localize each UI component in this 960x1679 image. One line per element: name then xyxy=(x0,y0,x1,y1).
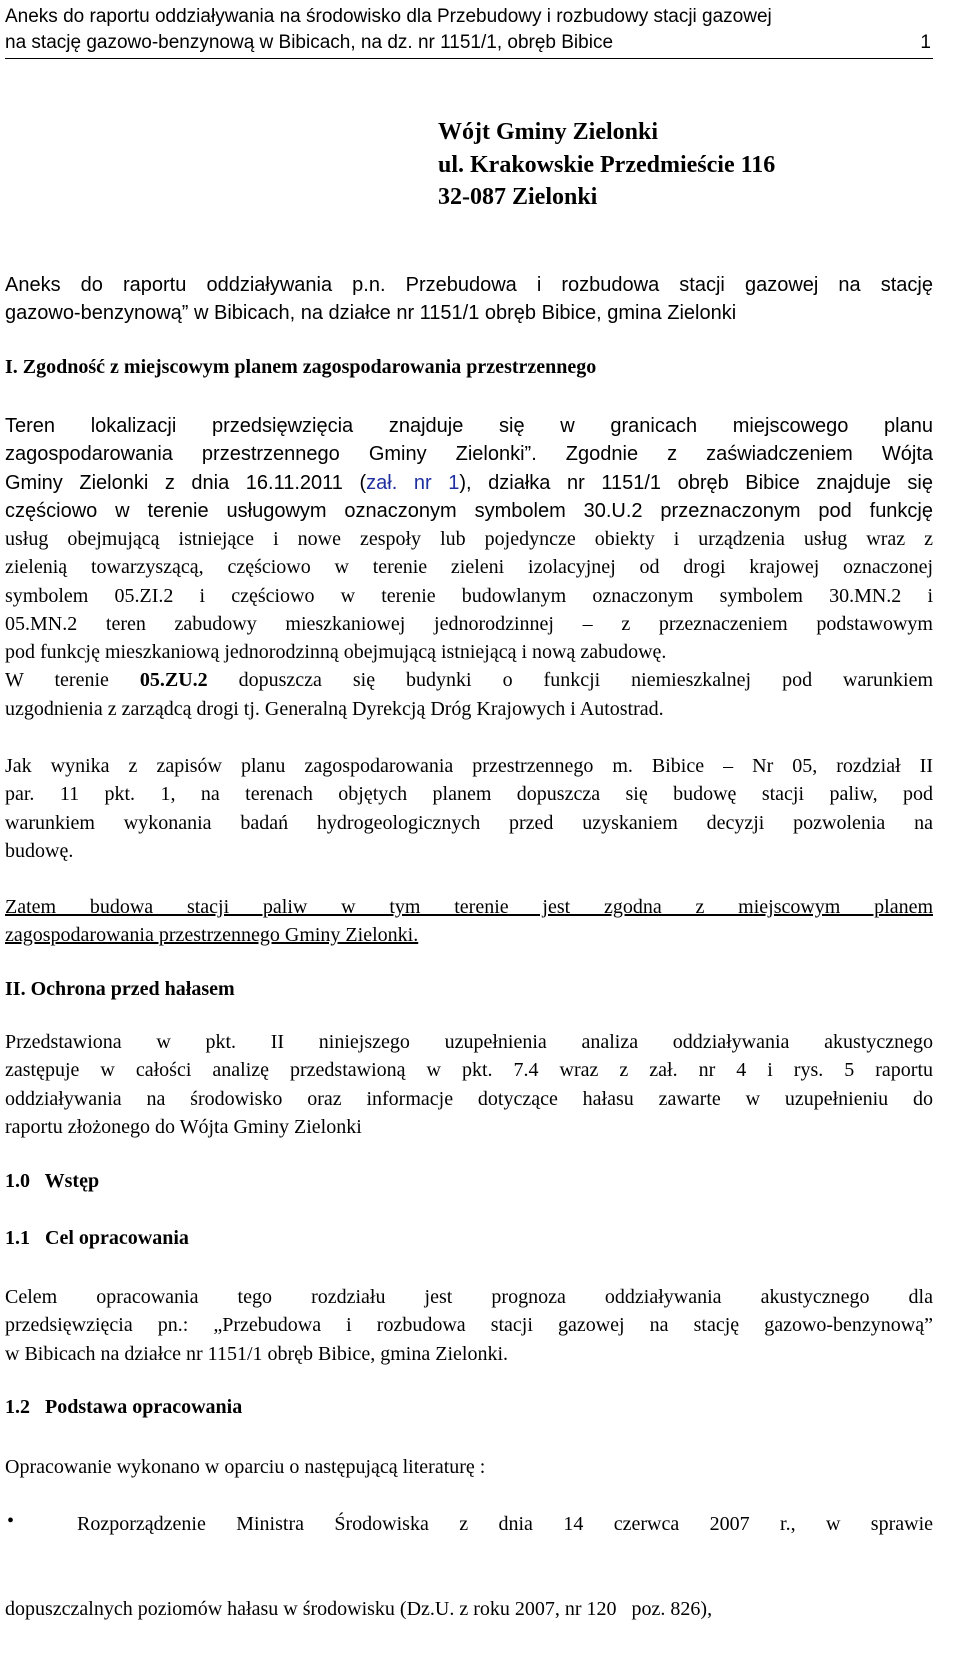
section-1-2-heading: 1.2 Podstawa opracowania xyxy=(5,1396,243,1418)
attachment-reference-link[interactable]: zał. nr 1 xyxy=(366,471,460,494)
recipient-address xyxy=(438,116,775,214)
section-1-2-intro: Opracowanie wykonano w oparciu o następującą literaturę : xyxy=(5,1456,486,1478)
running-header xyxy=(5,4,933,59)
literature-item-1-cont: dopuszczalnych poziomów hałasu w środowisku (Dz.U. z roku 2007, nr 120 poz. 826), xyxy=(5,1597,713,1620)
subject-line-2: gazowo-benzynową” w Bibicach, na działce nr 1151/1 obręb Bibice, gmina Zielonki xyxy=(5,302,737,325)
address-line-1: Wójt Gminy Zielonki xyxy=(438,119,659,145)
subject-line xyxy=(5,271,933,328)
section-1-heading: I. Zgodność z miejscowym planem zagospodarowania przestrzennego xyxy=(5,356,597,378)
address-line-3: 32-087 Zielonki xyxy=(438,184,598,210)
page-number: 1 xyxy=(920,32,931,53)
section-2-heading: II. Ochrona przed hałasem xyxy=(5,978,235,1000)
section-1-1-heading: 1.1 Cel opracowania xyxy=(5,1227,189,1249)
section-1-conclusion: Zatem budowa stacji paliw w tym terenie jest zgodna z miejscowym planem zagospodarowania przestrzennego Gminy Zielonki. xyxy=(5,896,933,947)
section-1-1-paragraph: Celem opracowania tego rozdziału jest prognoza oddziaływania akustycznego dla przedsięwzięcia pn.: „Przebudowa i rozbudowa stacji gazowej na stację gazowo-benzynową” w Bibicach na działce nr 1151/1 obręb Bibice, gmina Zielonki. xyxy=(5,1286,933,1365)
section-1-paragraph-2: Jak wynika z zapisów planu zagospodarowania przestrzennego m. Bibice – Nr 05, rozdział II par. 11 pkt. 1, na terenach objętych planem dopuszcza się budowę stacji paliw, pod warunkiem wykonania badań hydrogeologicznych przed uzyskaniem decyzji pozwolenia na budowę. xyxy=(5,755,933,862)
header-line-1: Aneks do raportu oddziaływania na środowisko dla Przebudowy i rozbudowy stacji gazowej xyxy=(5,6,772,27)
section-1-0-heading: 1.0 Wstęp xyxy=(5,1170,100,1192)
subject-line-1: Aneks do raportu oddziaływania p.n. Przebudowa i rozbudowa stacji gazowej na stację xyxy=(5,274,933,296)
section-1-paragraph-1: Teren lokalizacji przedsięwzięcia znajduje się w granicach miejscowego planu zagospodarowania przestrzennego Gminy Zielonki”. Zgodnie z zaświadczeniem Wójta Gminy Zielonki z dnia 16.11.2011 (zał. nr 1), działka nr 1151/1 obręb Bibice znajduje się częściowo w terenie usługowym oznaczonym symbolem 30.U.2 przeznaczonym pod funkcję xyxy=(5,415,933,522)
literature-item-1: Rozporządzenie Ministra Środowiska z dnia 14 czerwca 2007 r., w sprawie xyxy=(77,1513,933,1535)
header-line-2: na stację gazowo-benzynową w Bibicach, na dz. nr 1151/1, obręb Bibice 1 xyxy=(5,30,933,56)
section-2-paragraph-1: Przedstawiona w pkt. II niniejszego uzupełnienia analiza oddziaływania akustycznego zastępuje w całości analizę przedstawioną w pkt. 7.4 wraz z zał. nr 4 i rys. 5 raportu oddziaływania na środowisko oraz informacje dotyczące hałasu zawarte w uzupełnieniu do raportu złożonego do Wójta Gminy Zielonki xyxy=(5,1031,933,1138)
address-line-2: ul. Krakowskie Przedmieście 116 xyxy=(438,151,776,178)
bullet-marker: • xyxy=(7,1510,15,1532)
section-1-paragraph-1-cont: usług obejmującą istniejące i nowe zespoły lub pojedyncze obiekty i urządzenia usług wraz z zielenią towarzyszącą, częściowo w terenie zieleni izolacyjnej od drogi krajowej oznaczonej symbolem 05.ZI.2 i częściowo w terenie budowlanym oznaczonym symbolem 30.MN.2 i 05.MN.2 teren zabudowy mieszkaniowej jednorodzinnej – z przeznaczeniem podstawowym pod funkcję mieszkaniową jednorodzinną obejmującą istniejącą i nową zabudowę. W terenie 05.ZU.2 dopuszcza się budynki o funkcji niemieszkalnej pod warunkiem uzgodnienia z zarządcą drogi tj. Generalną Dyrekcją Dróg Krajowych i Autostrad. xyxy=(5,528,934,720)
